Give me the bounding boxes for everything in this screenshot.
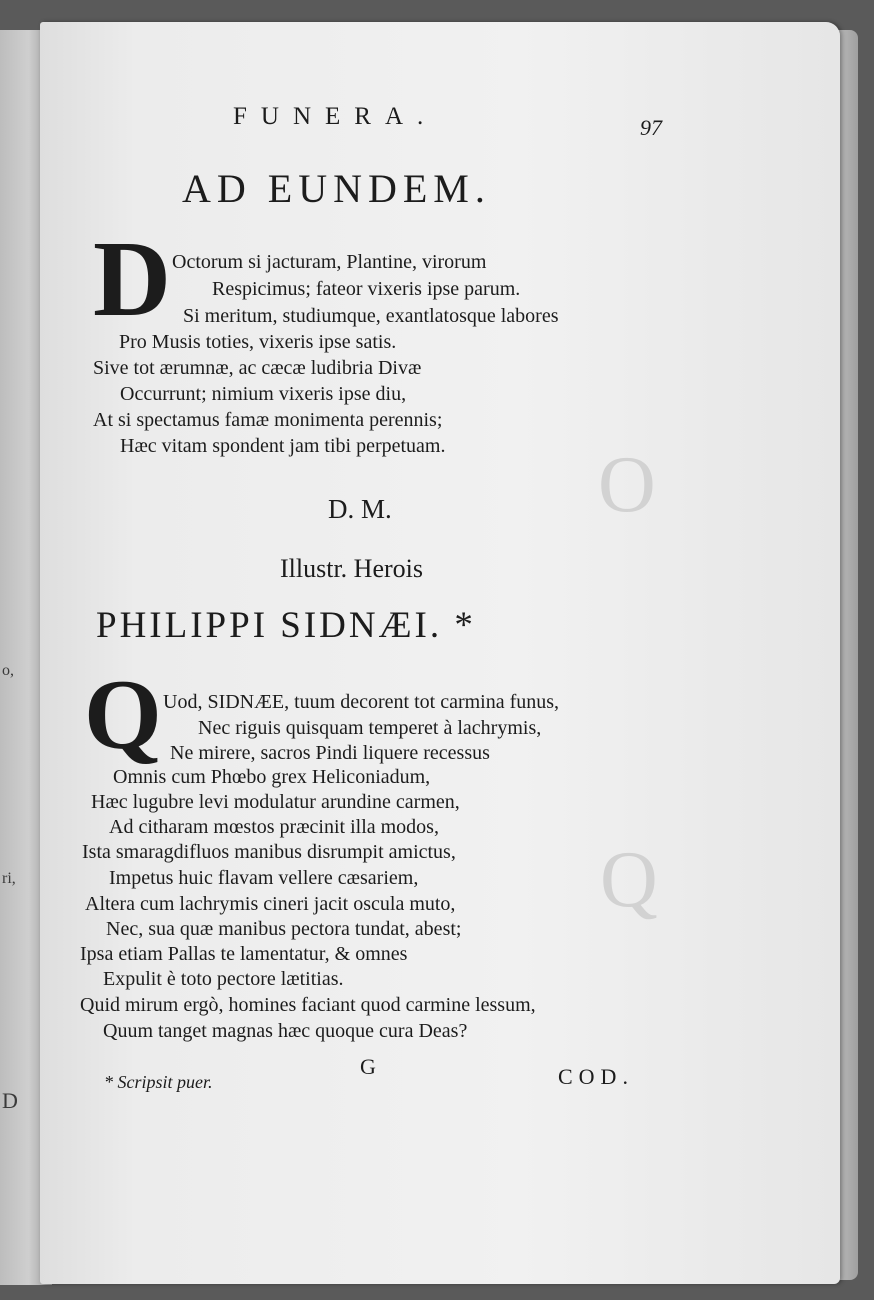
verse-line: Sive tot ærumnæ, ac cæcæ ludibria Divæ bbox=[93, 357, 422, 379]
drop-cap: D bbox=[93, 220, 171, 339]
verse-line: Quum tanget magnas hæc quoque cura Deas? bbox=[103, 1020, 468, 1042]
verse-line: Nec, sua quæ manibus pectora tundat, abest; bbox=[106, 918, 462, 940]
verse-line: Ipsa etiam Pallas te lamentatur, & omnes bbox=[80, 943, 408, 965]
verse-line: Altera cum lachrymis cineri jacit oscula muto, bbox=[85, 893, 456, 915]
page-number: 97 bbox=[640, 115, 662, 140]
poem-title: AD EUNDEM. bbox=[182, 166, 491, 211]
show-through-letter: O bbox=[598, 441, 656, 529]
verse-line: Omnis cum Phœbo grex Heliconiadum, bbox=[113, 766, 431, 788]
verse-line: Hæc vitam spondent jam tibi perpetuam. bbox=[120, 435, 446, 457]
verse-line: Ista smaragdifluos manibus disrumpit amictus, bbox=[82, 841, 456, 863]
verse-line: Respicimus; fateor vixeris ipse parum. bbox=[212, 278, 521, 300]
verse-line: At si spectamus famæ monimenta perennis; bbox=[93, 409, 443, 431]
running-title: FUNERA. bbox=[233, 103, 438, 130]
margin-text: ri, bbox=[2, 870, 16, 887]
dedication-name: PHILIPPI SIDNÆI. * bbox=[96, 605, 476, 646]
margin-text: o, bbox=[2, 662, 14, 679]
verse-line: Impetus huic flavam vellere cæsariem, bbox=[109, 867, 419, 889]
verse-line: Octorum si jacturam, Plantine, virorum bbox=[172, 251, 487, 273]
footnote: * Scripsit puer. bbox=[104, 1072, 213, 1092]
verse-line: Expulit è toto pectore lætitias. bbox=[103, 968, 344, 990]
verse-line: Occurrunt; nimium vixeris ipse diu, bbox=[120, 383, 407, 405]
verse-line: Hæc lugubre levi modulatur arundine carmen, bbox=[91, 791, 460, 813]
margin-text: D bbox=[2, 1088, 18, 1113]
signature-mark: G bbox=[360, 1054, 376, 1079]
verse-line: Quid mirum ergò, homines faciant quod carmine lessum, bbox=[80, 994, 536, 1016]
dedication-dm: D. M. bbox=[328, 494, 392, 524]
dedication-line: Illustr. Herois bbox=[280, 554, 423, 583]
verse-line: Nec riguis quisquam temperet à lachrymis, bbox=[198, 717, 542, 739]
verse-line: Uod, SIDNÆE, tuum decorent tot carmina funus, bbox=[163, 691, 560, 713]
verse-line: Ad citharam mœstos præcinit illa modos, bbox=[109, 816, 439, 838]
verse-line: Si meritum, studiumque, exantlatosque labores bbox=[183, 305, 559, 327]
verse-line: Pro Musis toties, vixeris ipse satis. bbox=[119, 331, 397, 353]
verse-line: Ne mirere, sacros Pindi liquere recessus bbox=[170, 742, 490, 764]
catchword: COD. bbox=[558, 1064, 634, 1089]
show-through-letter: Q bbox=[600, 836, 658, 924]
drop-cap: Q bbox=[84, 659, 162, 770]
